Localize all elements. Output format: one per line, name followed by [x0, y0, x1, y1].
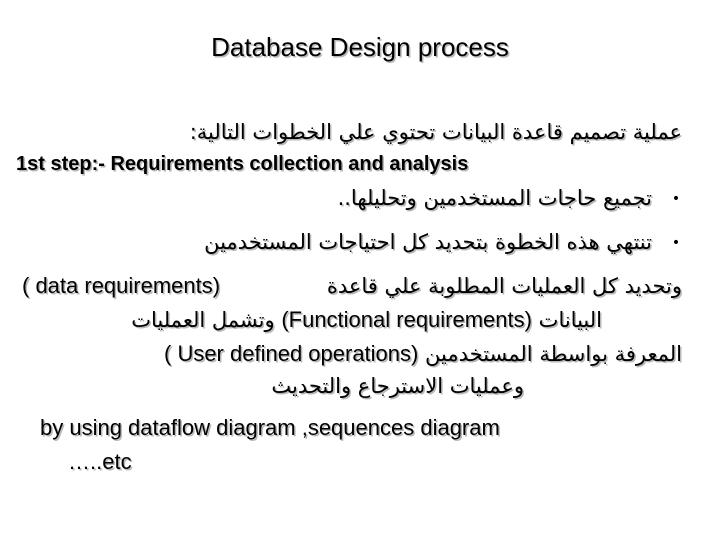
func-ar-pre: البيانات [538, 308, 602, 332]
bullet-icon: • [671, 191, 681, 207]
req-line-ar: وتحديد كل العمليات المطلوبة علي قاعدة [326, 274, 682, 298]
functional-requirements-text: (Functional requirements) [281, 307, 532, 332]
step-heading: 1st step:- Requirements collection and analysis [16, 153, 469, 175]
bullet-item-2 [204, 228, 682, 257]
req-line-en [22, 272, 220, 300]
etc-text: …..etc [68, 449, 132, 474]
retrieval-line: وعمليات الاسترجاع والتحديث [271, 374, 524, 398]
by-using-text: by using dataflow diagram ,sequences diagram [40, 415, 500, 440]
data-requirements-text: ( data requirements) [22, 273, 221, 298]
func-line [131, 306, 602, 334]
bullet-item-1 [338, 184, 682, 213]
slide-title: Database Design process [211, 32, 509, 62]
bullet-icon: • [671, 235, 681, 251]
user-defined-operations-text: ( User defined operations) [164, 341, 419, 366]
bullet-text-2: تنتهي هذه الخطوة بتحديد كل احتياجات المستخدمين [204, 230, 652, 254]
func-ar-post: وتشمل العمليات [131, 308, 275, 332]
user-ar: المعرفة بواسطة المستخدمين [425, 342, 682, 366]
bullet-text-1: تجميع حاجات المستخدمين وتحليلها.. [337, 186, 652, 210]
intro-text: عملية تصميم قاعدة البيانات تحتوي علي الخطوات التالية: [189, 120, 682, 144]
user-line [164, 340, 682, 368]
